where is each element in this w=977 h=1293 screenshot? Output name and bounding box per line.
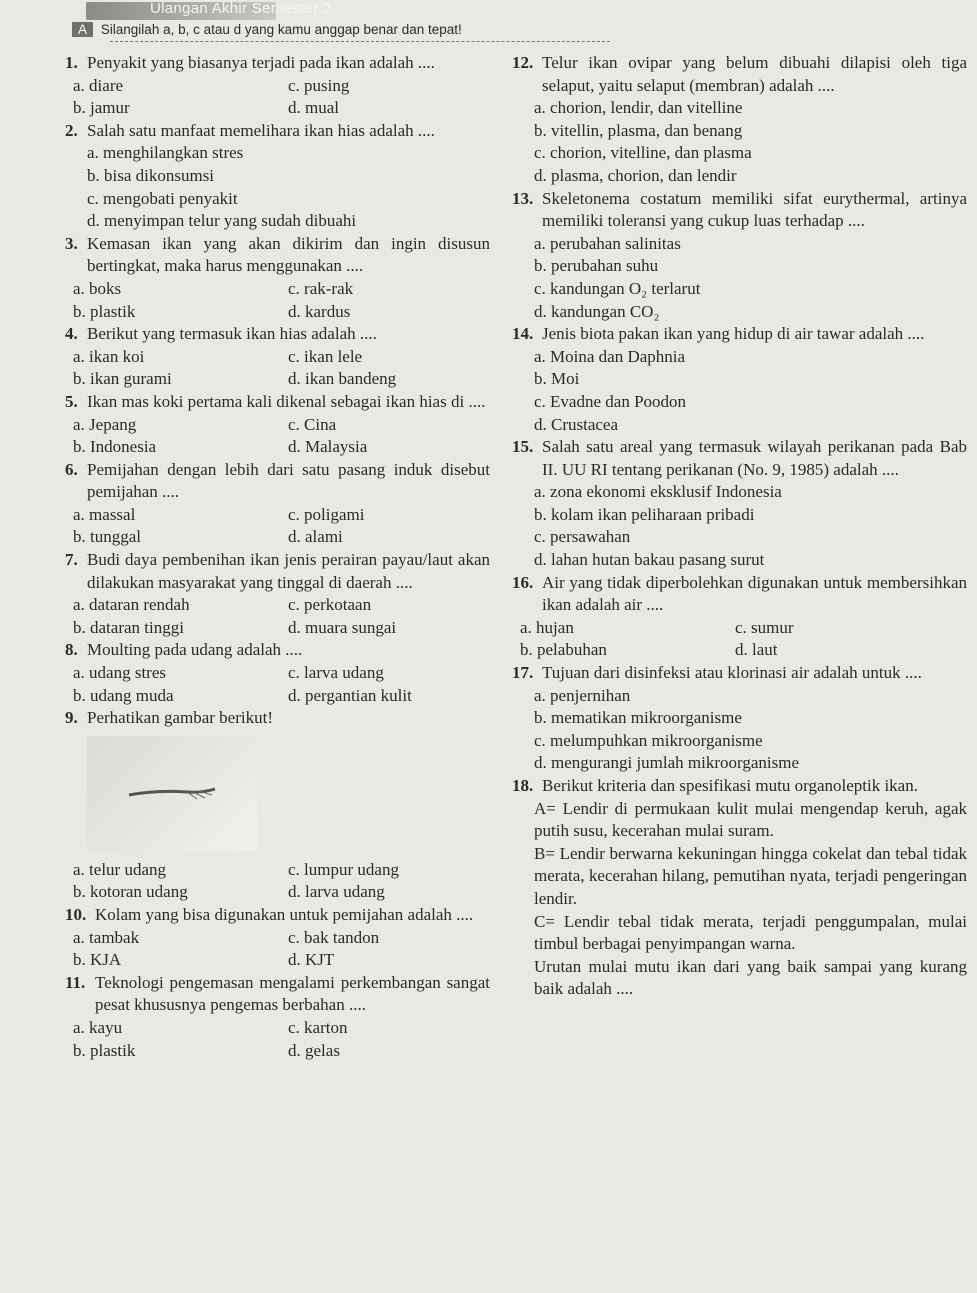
answer-option[interactable]: a. hujan xyxy=(520,617,574,637)
answer-option[interactable]: c. Cina xyxy=(288,414,337,434)
answer-option[interactable]: a. telur udang xyxy=(73,859,166,879)
question-number: 17. xyxy=(512,663,534,683)
question-number: 5. xyxy=(65,391,78,411)
answer-option[interactable]: b. ikan gurami xyxy=(73,369,172,389)
question-13 xyxy=(512,188,967,324)
answer-option[interactable]: a. ikan koi xyxy=(73,346,145,366)
question-number: 11. xyxy=(65,972,86,992)
question-3 xyxy=(65,233,490,323)
options-group xyxy=(73,278,490,323)
question-number: 1. xyxy=(65,53,78,72)
answer-option[interactable]: c. bak tandon xyxy=(288,927,380,947)
section-badge: A xyxy=(72,22,93,37)
question-number: 3. xyxy=(65,233,78,253)
right-column xyxy=(512,52,967,1001)
criteria-item: C= Lendir tebal tidak merata, terjadi penggumpalan, mulai timbul berbagai penyimpangan warna. xyxy=(534,911,967,954)
question-1 xyxy=(65,52,490,120)
answer-option[interactable]: a. penjernihan xyxy=(534,685,631,705)
shrimp-larva-icon xyxy=(127,786,217,800)
options-group xyxy=(87,142,490,232)
divider xyxy=(110,41,610,42)
answer-option[interactable]: c. ikan lele xyxy=(288,346,363,366)
question-4 xyxy=(65,323,490,391)
options-group xyxy=(73,75,490,120)
options-group xyxy=(520,617,967,662)
question-stem: Berikut kriteria dan spesifikasi mutu organoleptik ikan. xyxy=(542,776,918,795)
answer-option[interactable]: c. lumpur udang xyxy=(288,859,399,879)
answer-option[interactable]: d. mengurangi jumlah mikroorganisme xyxy=(534,753,800,773)
answer-option[interactable]: b. Indonesia xyxy=(73,437,157,457)
options-group xyxy=(534,233,967,323)
question-number: 7. xyxy=(65,550,78,570)
options-group xyxy=(73,346,490,391)
question-stem: Telur ikan ovipar yang belum dibuahi dilapisi oleh tiga selaput, yaitu selaput (membran) adalah .... xyxy=(542,53,967,95)
question-number: 8. xyxy=(65,640,78,660)
answer-option[interactable]: d. larva udang xyxy=(288,882,385,902)
answer-option[interactable]: b. vitellin, plasma, dan benang xyxy=(534,120,743,140)
answer-option[interactable]: d. muara sungai xyxy=(288,617,397,637)
options-group xyxy=(73,504,490,549)
answer-option[interactable]: c. mengobati penyakit xyxy=(87,188,238,208)
answer-option[interactable]: b. pelabuhan xyxy=(520,640,607,660)
answer-option[interactable]: a. boks xyxy=(73,278,122,298)
question-stem: Kemasan ikan yang akan dikirim dan ingin disusun bertingkat, maka harus menggunakan .... xyxy=(87,233,490,276)
answer-option[interactable]: c. rak-rak xyxy=(288,278,354,298)
options-group xyxy=(73,1017,490,1062)
section-instruction xyxy=(72,22,462,37)
question-stem: Jenis biota pakan ikan yang hidup di air tawar adalah .... xyxy=(542,324,925,344)
question-stem: Salah satu manfaat memelihara ikan hias adalah .... xyxy=(87,120,435,140)
question-stem: Moulting pada udang adalah .... xyxy=(87,640,303,660)
answer-option[interactable]: a. dataran rendah xyxy=(73,595,190,615)
answer-option[interactable]: d. menyimpan telur yang sudah dibuahi xyxy=(87,211,357,231)
left-column xyxy=(65,52,490,1062)
answer-option[interactable]: b. tunggal xyxy=(73,527,141,547)
question-stem: Teknologi pengemasan mengalami perkembangan sangat pesat khususnya pengemas berbahan .... xyxy=(95,972,490,1015)
answer-option[interactable]: c. chorion, vitelline, dan plasma xyxy=(534,143,752,163)
answer-option[interactable]: a. zona ekonomi eksklusif Indonesia xyxy=(534,482,782,502)
question-15 xyxy=(512,436,967,572)
answer-option[interactable]: a. tambak xyxy=(73,927,140,947)
question-number: 9. xyxy=(65,708,78,728)
question-17 xyxy=(512,662,967,775)
answer-option[interactable]: c. kandungan O₂ terlarut xyxy=(534,278,701,298)
answer-option[interactable]: b. udang muda xyxy=(73,685,174,705)
answer-option[interactable]: a. menghilangkan stres xyxy=(87,143,244,163)
exam-title: Ulangan Akhir Semester 2 xyxy=(150,0,332,17)
answer-option[interactable]: d. KJT xyxy=(288,950,335,970)
answer-option[interactable]: d. ikan bandeng xyxy=(288,369,397,389)
question-12 xyxy=(512,52,967,188)
answer-option[interactable]: a. udang stres xyxy=(73,663,167,683)
question-image xyxy=(87,736,257,851)
answer-option[interactable]: c. karton xyxy=(288,1017,348,1037)
question-number: 18. xyxy=(512,776,534,795)
options-group xyxy=(73,594,490,639)
options-group xyxy=(534,97,967,187)
question-14 xyxy=(512,323,967,436)
question-stem: Skeletonema costatum memiliki sifat eurythermal, artinya memiliki toleransi yang cukup luas terhadap .... xyxy=(542,188,967,231)
answer-option[interactable]: b. plastik xyxy=(73,301,136,321)
question-number: 13. xyxy=(512,188,534,208)
question-stem: Tujuan dari disinfeksi atau klorinasi air adalah untuk .... xyxy=(542,663,922,683)
answer-option[interactable]: c. persawahan xyxy=(534,527,631,547)
question-stem: Salah satu areal yang termasuk wilayah perikanan pada Bab II. UU RI tentang perikanan (No. 9, 1985) adalah .... xyxy=(542,437,967,479)
answer-option[interactable]: c. Evadne dan Poodon xyxy=(534,391,687,411)
question-stem: Ikan mas koki pertama kali dikenal sebagai ikan hias di .... xyxy=(87,391,486,411)
criteria-item: B= Lendir berwarna kekuningan hingga cokelat dan tebal tidak merata, kecerahan hilang, pemutihan nyata, terjadi pengeringan lendir. xyxy=(534,843,967,908)
options-group xyxy=(534,481,967,571)
answer-option[interactable]: c. sumur xyxy=(735,617,794,637)
answer-option[interactable]: b. KJA xyxy=(73,950,122,970)
question-number: 2. xyxy=(65,120,78,140)
question-7 xyxy=(65,549,490,639)
answer-option[interactable]: d. alami xyxy=(288,527,343,547)
answer-option[interactable]: a. chorion, lendir, dan vitelline xyxy=(534,98,743,118)
answer-option[interactable]: d. kandungan CO₂ xyxy=(534,301,660,321)
question-closing: Urutan mulai mutu ikan dari yang baik sampai yang kurang baik adalah .... xyxy=(534,956,967,999)
question-stem: Perhatikan gambar berikut! xyxy=(87,708,273,728)
answer-option[interactable]: a. Moina dan Daphnia xyxy=(534,346,686,366)
options-group xyxy=(534,685,967,775)
question-number: 12. xyxy=(512,53,534,72)
options-group xyxy=(534,346,967,436)
answer-option[interactable]: b. mematikan mikroorganisme xyxy=(534,708,742,728)
question-number: 16. xyxy=(512,572,534,592)
answer-option[interactable]: d. Crustacea xyxy=(534,414,619,434)
question-6 xyxy=(65,459,490,549)
answer-option[interactable]: a. diare xyxy=(73,75,124,95)
answer-option[interactable]: a. massal xyxy=(73,504,136,524)
question-number: 4. xyxy=(65,324,78,344)
answer-option[interactable]: b. bisa dikonsumsi xyxy=(87,165,215,185)
answer-option[interactable]: d. kardus xyxy=(288,301,351,321)
answer-option[interactable]: c. poligami xyxy=(288,504,365,524)
answer-option[interactable]: b. plastik xyxy=(73,1040,136,1060)
answer-option[interactable]: b. kolam ikan peliharaan pribadi xyxy=(534,504,755,524)
question-stem: Kolam yang bisa digunakan untuk pemijahan adalah .... xyxy=(95,905,474,924)
question-18 xyxy=(512,775,967,1001)
question-stem: Budi daya pembenihan ikan jenis perairan payau/laut akan dilakukan masyarakat yang tinggal di daerah .... xyxy=(87,550,490,592)
answer-option[interactable]: b. perubahan suhu xyxy=(534,256,659,276)
answer-option[interactable]: d. lahan hutan bakau pasang surut xyxy=(534,550,765,570)
answer-option[interactable]: a. perubahan salinitas xyxy=(534,233,681,253)
question-stem: Air yang tidak diperbolehkan digunakan untuk membersihkan ikan adalah air .... xyxy=(542,572,967,615)
answer-option[interactable]: b. Moi xyxy=(534,369,580,389)
question-number: 14. xyxy=(512,324,534,344)
question-11 xyxy=(65,972,490,1062)
answer-option[interactable]: c. pusing xyxy=(288,75,350,95)
answer-option[interactable]: d. gelas xyxy=(288,1040,340,1060)
options-group xyxy=(73,414,490,459)
question-9 xyxy=(65,707,490,904)
question-number: 10. xyxy=(65,905,87,924)
question-number: 15. xyxy=(512,437,534,457)
answer-option[interactable]: c. perkotaan xyxy=(288,595,372,615)
answer-option[interactable]: c. melumpuhkan mikroorganisme xyxy=(534,730,763,750)
answer-option[interactable]: b. jamur xyxy=(73,98,130,118)
answer-option[interactable]: b. dataran tinggi xyxy=(73,617,184,637)
question-stem: Penyakit yang biasanya terjadi pada ikan adalah .... xyxy=(87,53,435,72)
question-16 xyxy=(512,572,967,662)
answer-option[interactable]: d. mual xyxy=(288,98,339,118)
question-10 xyxy=(65,904,490,972)
options-group xyxy=(73,662,490,707)
question-number: 6. xyxy=(65,459,78,479)
instruction-text: Silangilah a, b, c atau d yang kamu anggap benar dan tepat! xyxy=(100,22,462,37)
options-group xyxy=(73,927,490,972)
answer-option[interactable]: d. Malaysia xyxy=(288,437,368,457)
answer-option[interactable]: b. kotoran udang xyxy=(73,882,188,902)
question-8 xyxy=(65,639,490,707)
answer-option[interactable]: d. laut xyxy=(735,640,778,660)
question-5 xyxy=(65,391,490,459)
options-group xyxy=(73,859,490,904)
answer-option[interactable]: a. kayu xyxy=(73,1017,123,1037)
question-stem: Pemijahan dengan lebih dari satu pasang induk disebut pemijahan .... xyxy=(87,459,490,502)
question-stem: Berikut yang termasuk ikan hias adalah .... xyxy=(87,324,377,344)
criteria-item: A= Lendir di permukaan kulit mulai mengendap keruh, agak putih susu, kecerahan mulai suram. xyxy=(534,798,967,841)
answer-option[interactable]: d. plasma, chorion, dan lendir xyxy=(534,165,737,185)
answer-option[interactable]: a. Jepang xyxy=(73,414,137,434)
answer-option[interactable]: c. larva udang xyxy=(288,663,384,683)
question-2 xyxy=(65,120,490,233)
answer-option[interactable]: d. pergantian kulit xyxy=(288,685,412,705)
